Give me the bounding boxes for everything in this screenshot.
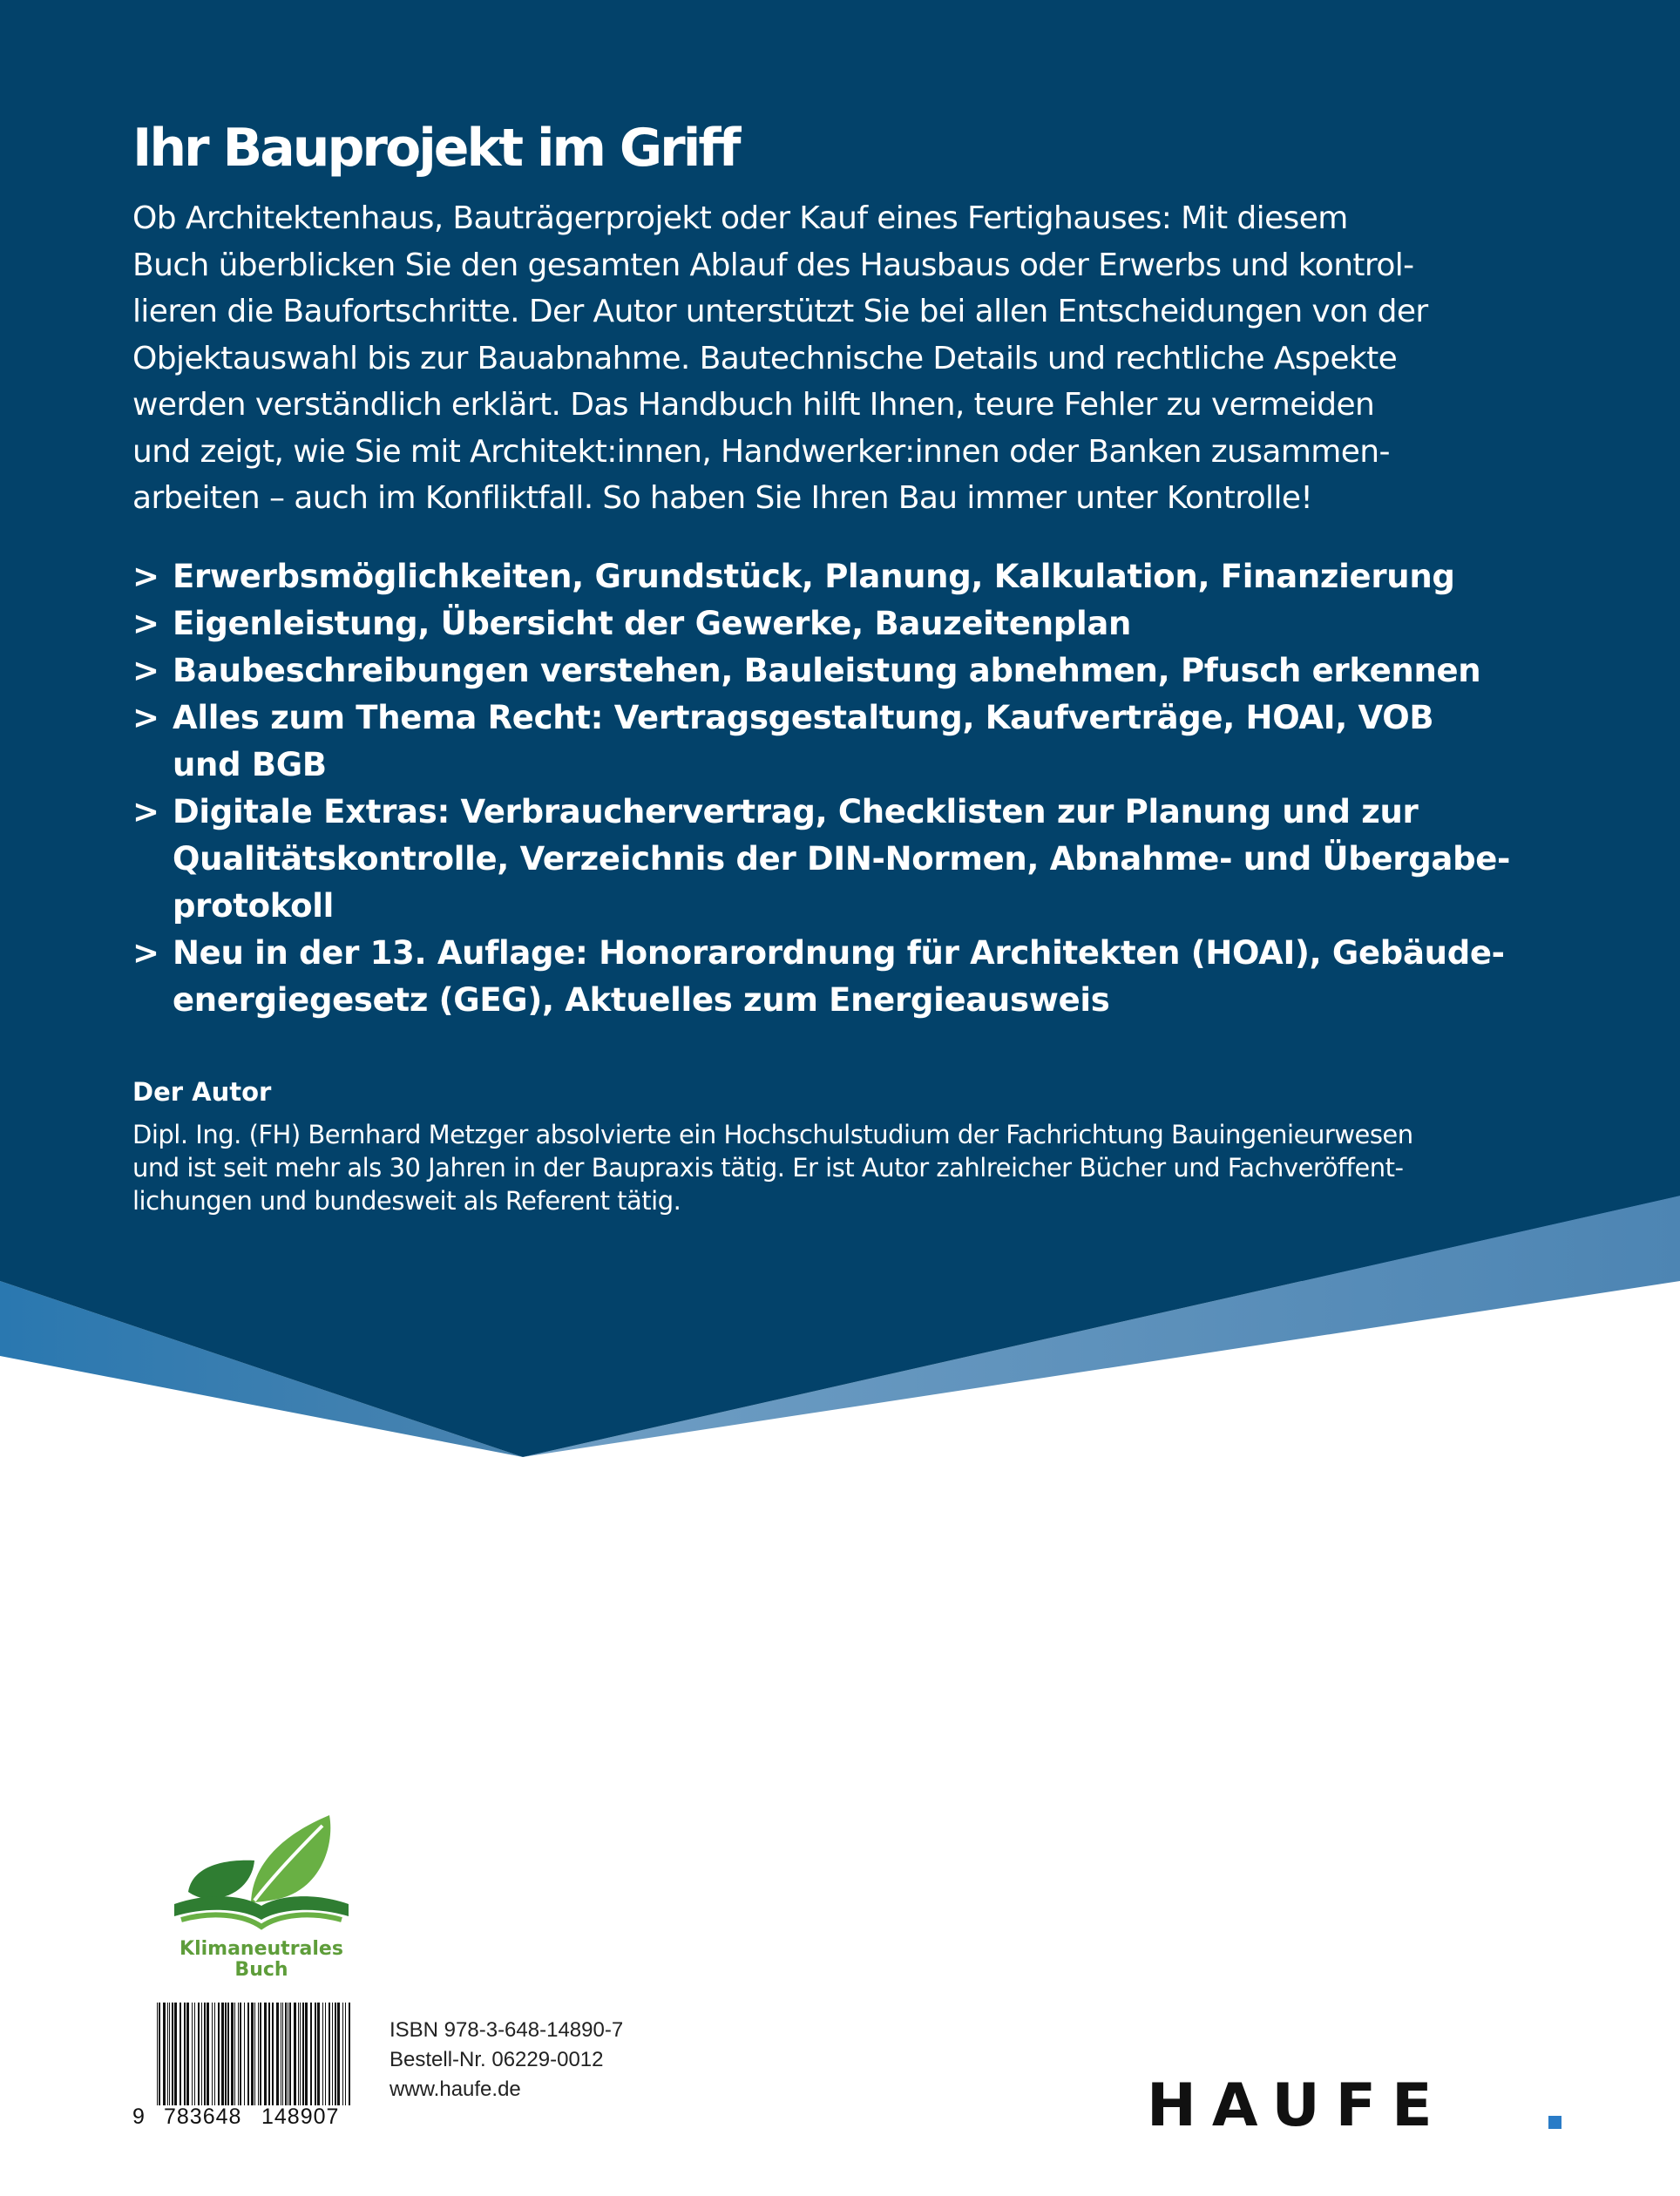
feature-text: Neu in der 13. Auflage: Honorarordnung für Architekten (HOAI), Gebäude- energiegesetz (GEG), Aktuelles zum Energieausweis	[173, 933, 1505, 1019]
barcode-bar	[329, 2003, 330, 2105]
barcode-bar	[157, 2003, 158, 2105]
order-number: Bestell-Nr. 06229-0012	[390, 2048, 604, 2071]
barcode-digit-group: 148907	[261, 2104, 340, 2129]
feature-item	[132, 553, 1561, 600]
intro-paragraph: Ob Architektenhaus, Bauträgerprojekt oder Kauf eines Fertighauses: Mit diesem Buch überblicken Sie den gesamten Ablauf des Hausbaus oder Erwerbs und kontrol- lieren die Baufortschritte. Der Autor unterstützt Sie bei allen Entscheidungen von der Objektauswahl bis zur Bauabnahme. Bautechnische Details und rechtliche Aspekte werden verständlich erklärt. Das Handbuch hilft Ihnen, teure Fehler zu vermeiden und zeigt, wie Sie mit Architekt:innen, Handwerker:innen oder Banken zusammen- arbeiten – auch im Konfliktfall. So haben Sie Ihren Bau immer unter Kontrolle!	[132, 200, 1428, 516]
barcode-bar	[332, 2003, 333, 2105]
feature-text: Eigenleistung, Übersicht der Gewerke, Bauzeitenplan	[173, 604, 1132, 642]
bullet-arrow-icon: >	[132, 933, 159, 972]
isbn-number: ISBN 978-3-648-14890-7	[390, 2018, 624, 2042]
barcode-bar	[305, 2003, 308, 2105]
barcode-bar	[212, 2003, 213, 2105]
barcode-bar	[251, 2003, 254, 2105]
barcode-bar	[244, 2003, 245, 2105]
author-heading: Der Autor	[132, 1076, 272, 1107]
barcode-bar	[169, 2003, 170, 2105]
book-leaf-icon	[174, 1808, 349, 1935]
barcode-bar	[201, 2003, 202, 2105]
isbn-block	[390, 2016, 623, 2104]
publisher-logo	[1147, 2071, 1565, 2141]
barcode-bar	[167, 2003, 168, 2105]
barcode-bar	[264, 2003, 267, 2105]
barcode-bars	[153, 2003, 356, 2105]
barcode-bar	[174, 2003, 177, 2105]
barcode-bar	[337, 2003, 340, 2105]
barcode-bar	[349, 2003, 350, 2105]
feature-item	[132, 930, 1561, 1024]
feature-item	[132, 600, 1561, 647]
barcode-bar	[325, 2003, 326, 2105]
cover-title: Ihr Bauprojekt im Griff	[132, 118, 739, 179]
author-bio: Dipl. Ing. (FH) Bernhard Metzger absolvierte ein Hochschulstudium der Fachrichtung Bauingenieurwesen und ist seit mehr als 30 Jahren in der Baupraxis tätig. Er ist Autor zahlreicher Bücher und Fachveröffent- lichungen und bundesweit als Referent tätig.	[132, 1119, 1413, 1216]
bullet-arrow-icon: >	[132, 557, 159, 595]
feature-item	[132, 647, 1561, 695]
barcode-bar	[276, 2003, 279, 2105]
barcode-digit-group: 783648	[164, 2104, 242, 2129]
feature-text: Digitale Extras: Verbrauchervertrag, Checklisten zur Planung und zur Qualitätskontrolle, Verzeichnis der DIN-Normen, Abnahme- und Übergabe- protokoll	[173, 792, 1511, 925]
barcode-bar	[289, 2003, 291, 2105]
feature-item	[132, 695, 1561, 789]
feature-text: Erwerbsmöglichkeiten, Grundstück, Planung, Kalkulation, Finanzierung	[173, 557, 1455, 595]
barcode-bar	[227, 2003, 229, 2105]
barcode-bar	[172, 2003, 173, 2105]
barcode-bar	[194, 2003, 195, 2105]
climate-neutral-label: Klimaneutrales Buch	[180, 1938, 343, 1981]
barcode-bar	[198, 2003, 200, 2105]
barcode-bar	[254, 2003, 255, 2105]
barcode-bar	[315, 2003, 316, 2105]
barcode-bar	[294, 2003, 296, 2105]
barcode-bar	[184, 2003, 186, 2105]
barcode-bar	[163, 2003, 166, 2105]
barcode-bar	[204, 2003, 206, 2105]
barcode-bar	[180, 2003, 181, 2105]
small-leaf	[188, 1860, 254, 1899]
feature-item	[132, 789, 1561, 930]
barcode-bar	[282, 2003, 283, 2105]
barcode-bar	[285, 2003, 287, 2105]
feature-list	[132, 553, 1561, 1024]
barcode-bar	[258, 2003, 259, 2105]
website-link[interactable]: www.haufe.de	[390, 2077, 521, 2101]
barcode-bar	[335, 2003, 336, 2105]
barcode-bar	[192, 2003, 193, 2105]
logo-dot-icon	[1548, 2116, 1561, 2129]
barcode-bar	[186, 2003, 189, 2105]
barcode-bar	[238, 2003, 239, 2105]
barcode-bar	[247, 2003, 249, 2105]
back-cover-text	[132, 113, 1561, 1217]
barcode-bar	[221, 2003, 224, 2105]
barcode-bar	[302, 2003, 304, 2105]
barcode-bar	[214, 2003, 215, 2105]
barcode-bar	[322, 2003, 323, 2105]
barcode-bar	[218, 2003, 220, 2105]
bullet-arrow-icon: >	[132, 604, 159, 642]
barcode-bar	[298, 2003, 299, 2105]
barcode-bar	[225, 2003, 227, 2105]
barcode-bar	[234, 2003, 235, 2105]
barcode-bar	[317, 2003, 320, 2105]
barcode-bar	[268, 2003, 270, 2105]
feature-text: Baubeschreibungen verstehen, Bauleistung abnehmen, Pfusch erkennen	[173, 651, 1481, 689]
barcode-bar	[159, 2003, 160, 2105]
publisher-name: HAUFE	[1147, 2071, 1448, 2140]
barcode-bar	[231, 2003, 234, 2105]
barcode-bar	[207, 2003, 209, 2105]
feature-text: Alles zum Thema Recht: Vertragsgestaltung, Kaufverträge, HOAI, VOB und BGB	[173, 698, 1434, 783]
bullet-arrow-icon: >	[132, 651, 159, 689]
barcode-bar	[310, 2003, 312, 2105]
barcode-bar	[345, 2003, 346, 2105]
barcode-bar	[240, 2003, 241, 2105]
barcode-bar	[342, 2003, 343, 2105]
bullet-arrow-icon: >	[132, 698, 159, 736]
barcode-bar	[272, 2003, 274, 2105]
bullet-arrow-icon: >	[132, 792, 159, 830]
barcode-digit-prefix: 9	[132, 2104, 146, 2129]
barcode-bar	[260, 2003, 261, 2105]
barcode-bar	[300, 2003, 301, 2105]
